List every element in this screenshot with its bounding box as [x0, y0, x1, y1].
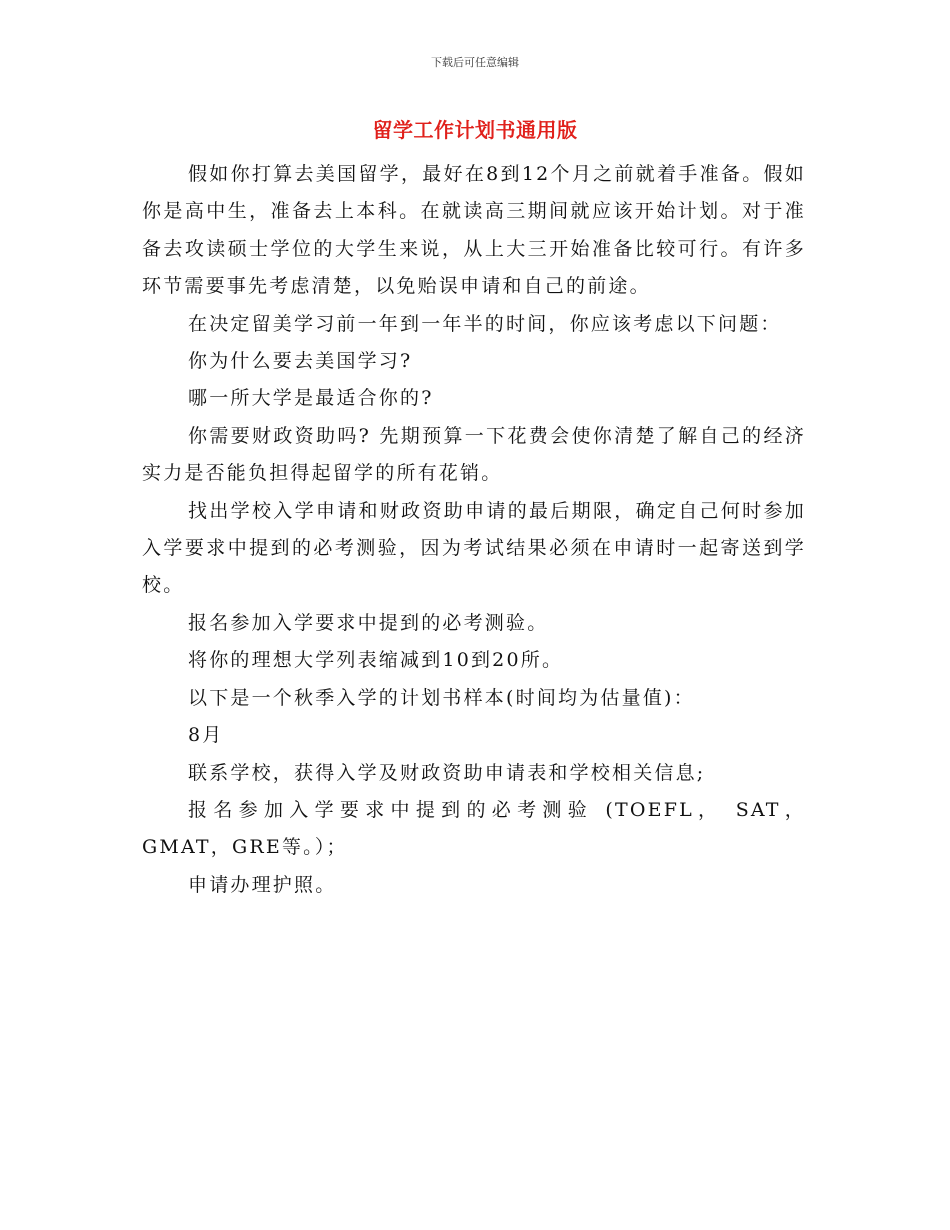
paragraph: 假如你打算去美国留学，最好在8到12个月之前就着手准备。假如你是高中生，准备去上本科。在就读高三期间就应该开始计划。对于准备去攻读硕士学位的大学生来说，从上大三开始准备比较可行。有许多环节需要事先考虑清楚，以免贻误申请和自己的前途。 [142, 163, 806, 298]
paragraph: 联系学校，获得入学及财政资助申请表和学校相关信息; [188, 761, 706, 784]
paragraph: 找出学校入学申请和财政资助申请的最后期限，确定自己何时参加入学要求中提到的必考测验，因为考试结果必须在申请时一起寄送到学校。 [142, 499, 806, 597]
paragraph: 报名参加入学要求中提到的必考测验。 [188, 611, 549, 634]
paragraph: 将你的理想大学列表缩减到10到20所。 [188, 649, 564, 672]
paragraph: 申请办理护照。 [188, 873, 337, 896]
paragraph: 在决定留美学习前一年到一年半的时间，你应该考虑以下问题： [188, 312, 782, 335]
paragraph: 哪一所大学是最适合你的? [188, 387, 434, 410]
paragraph: 你为什么要去美国学习? [188, 350, 413, 373]
paragraph: 报名参加入学要求中提到的必考测验 (TOEFL， SAT， GMAT，GRE等。）； [142, 798, 806, 859]
paragraph: 8月 [188, 724, 224, 747]
header-note: 下载后可任意编辑 [431, 56, 519, 69]
paragraph: 以下是一个秋季入学的计划书样本(时间均为估量值)： [188, 686, 695, 709]
paragraph: 你需要财政资助吗? 先期预算一下花费会使你清楚了解自己的经济实力是否能负担得起留学的所有花销。 [142, 424, 806, 485]
document-title: 留学工作计划书通用版 [372, 118, 578, 142]
document-body [142, 156, 806, 904]
